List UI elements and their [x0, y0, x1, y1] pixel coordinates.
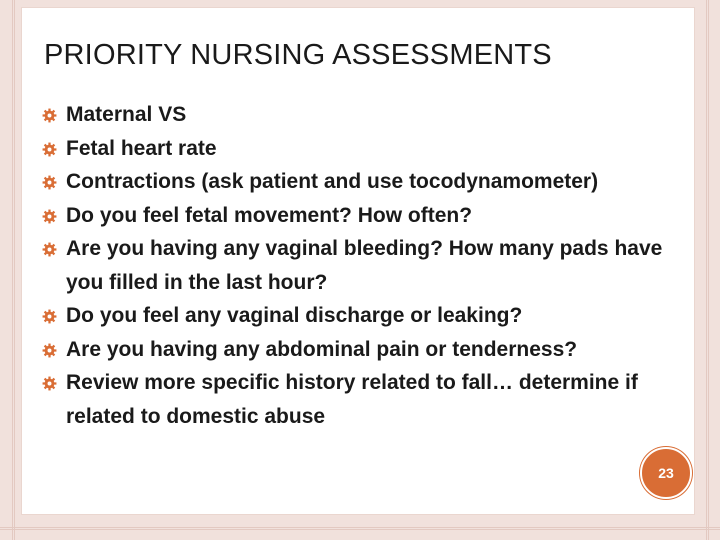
bullet-item: [42, 366, 688, 433]
slide-title: PRIORITY NURSING ASSESSMENTS: [44, 39, 552, 71]
decorative-rule-left: [14, 0, 15, 540]
bullet-text: Review more specific history related to fall… determine if related to domestic abuse: [66, 371, 638, 428]
bullet-text: Are you having any vaginal bleeding? How many pads have you filled in the last hour?: [66, 237, 663, 294]
bullet-item: [42, 199, 688, 233]
bullet-item: [42, 165, 688, 199]
bullet-item: [42, 232, 688, 299]
bullet-text: Do you feel fetal movement? How often?: [66, 203, 473, 227]
bullet-list: [42, 98, 688, 433]
gear-icon: [42, 309, 57, 324]
bullet-item: [42, 98, 688, 132]
bullet-text: Fetal heart rate: [66, 136, 217, 160]
gear-icon: [42, 108, 57, 123]
gear-icon: [42, 209, 57, 224]
gear-icon: [42, 175, 57, 190]
slide-number-badge: 23: [640, 447, 692, 499]
gear-icon: [42, 376, 57, 391]
bullet-item: [42, 333, 688, 367]
bullet-text: Contractions (ask patient and use tocodynamometer): [66, 170, 599, 193]
gear-icon: [42, 142, 57, 157]
decorative-rule-bottom: [0, 529, 720, 530]
bullet-text: Maternal VS: [66, 103, 187, 126]
gear-icon: [42, 343, 57, 358]
gear-icon: [42, 242, 57, 257]
decorative-rule-left: [12, 0, 13, 540]
bullet-text: Are you having any abdominal pain or tenderness?: [66, 337, 578, 361]
bullet-item: [42, 299, 688, 333]
decorative-rule-right: [708, 0, 709, 540]
bullet-text: Do you feel any vaginal discharge or leaking?: [66, 304, 523, 327]
decorative-rule-bottom: [0, 527, 720, 528]
decorative-rule-right: [706, 0, 707, 540]
bullet-item: [42, 132, 688, 166]
